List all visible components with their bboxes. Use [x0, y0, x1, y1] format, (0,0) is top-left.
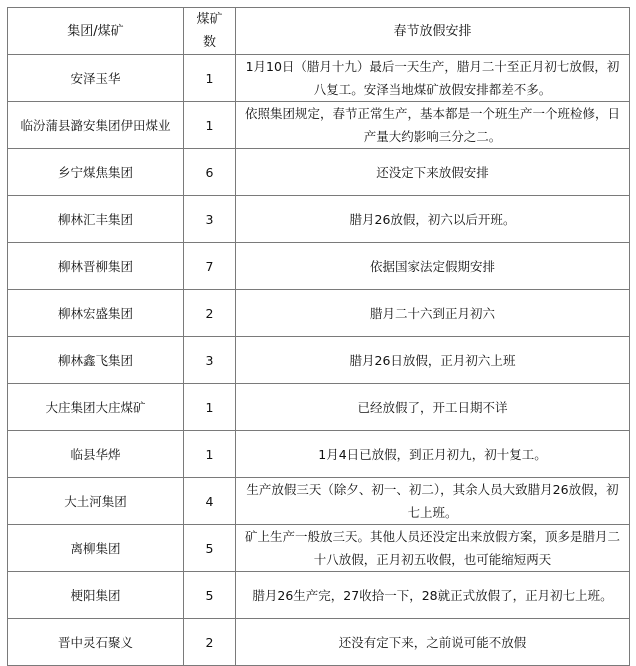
cell-group: 临县华烨 [8, 431, 184, 478]
cell-count: 1 [184, 55, 236, 102]
cell-group: 安泽玉华 [8, 55, 184, 102]
cell-group: 离柳集团 [8, 525, 184, 572]
table-row [8, 572, 630, 619]
cell-count: 6 [184, 149, 236, 196]
cell-group: 柳林鑫飞集团 [8, 337, 184, 384]
cell-group: 临汾蒲县潞安集团伊田煤业 [8, 102, 184, 149]
cell-plan: 1月4日已放假，到正月初九，初十复工。 [236, 431, 630, 478]
cell-plan: 矿上生产一般放三天。其他人员还没定出来放假方案，顶多是腊月二十八放假，正月初五收假，也可能缩短两天 [236, 525, 630, 572]
table-row [8, 525, 630, 572]
header-row [8, 8, 630, 55]
cell-plan: 还没有定下来，之前说可能不放假 [236, 619, 630, 666]
cell-plan: 还没定下来放假安排 [236, 149, 630, 196]
holiday-schedule-table [7, 7, 630, 666]
cell-plan: 腊月26生产完，27收拾一下，28就正式放假了，正月初七上班。 [236, 572, 630, 619]
cell-count: 2 [184, 619, 236, 666]
table-row [8, 478, 630, 525]
cell-group: 乡宁煤焦集团 [8, 149, 184, 196]
cell-count: 1 [184, 431, 236, 478]
cell-group: 梗阳集团 [8, 572, 184, 619]
cell-group: 柳林汇丰集团 [8, 196, 184, 243]
cell-group: 大土河集团 [8, 478, 184, 525]
table-row [8, 102, 630, 149]
cell-plan: 1月10日（腊月十九）最后一天生产，腊月二十至正月初七放假，初八复工。安泽当地煤矿放假安排都差不多。 [236, 55, 630, 102]
cell-group: 柳林宏盛集团 [8, 290, 184, 337]
cell-count: 1 [184, 384, 236, 431]
cell-count: 4 [184, 478, 236, 525]
cell-plan: 依照集团规定，春节正常生产，基本都是一个班生产一个班检修，日产量大约影响三分之二。 [236, 102, 630, 149]
header-group: 集团/煤矿 [8, 8, 184, 55]
cell-plan: 腊月26放假，初六以后开班。 [236, 196, 630, 243]
table-row [8, 384, 630, 431]
cell-count: 2 [184, 290, 236, 337]
cell-group: 大庄集团大庄煤矿 [8, 384, 184, 431]
table-row [8, 243, 630, 290]
cell-count: 5 [184, 572, 236, 619]
table-body [8, 55, 630, 666]
table-header [8, 8, 630, 55]
cell-plan: 腊月26日放假，正月初六上班 [236, 337, 630, 384]
cell-group: 晋中灵石聚义 [8, 619, 184, 666]
table-row [8, 196, 630, 243]
cell-plan: 腊月二十六到正月初六 [236, 290, 630, 337]
cell-count: 7 [184, 243, 236, 290]
cell-count: 3 [184, 196, 236, 243]
table-row [8, 431, 630, 478]
table-row [8, 290, 630, 337]
table-row [8, 337, 630, 384]
cell-plan: 生产放假三天（除夕、初一、初二），其余人员大致腊月26放假，初七上班。 [236, 478, 630, 525]
cell-count: 1 [184, 102, 236, 149]
table-row [8, 55, 630, 102]
cell-plan: 依据国家法定假期安排 [236, 243, 630, 290]
cell-count: 5 [184, 525, 236, 572]
table-row [8, 149, 630, 196]
cell-plan: 已经放假了，开工日期不详 [236, 384, 630, 431]
header-plan: 春节放假安排 [236, 8, 630, 55]
cell-count: 3 [184, 337, 236, 384]
table-row [8, 619, 630, 666]
header-count: 煤矿数 [184, 8, 236, 55]
cell-group: 柳林晋柳集团 [8, 243, 184, 290]
